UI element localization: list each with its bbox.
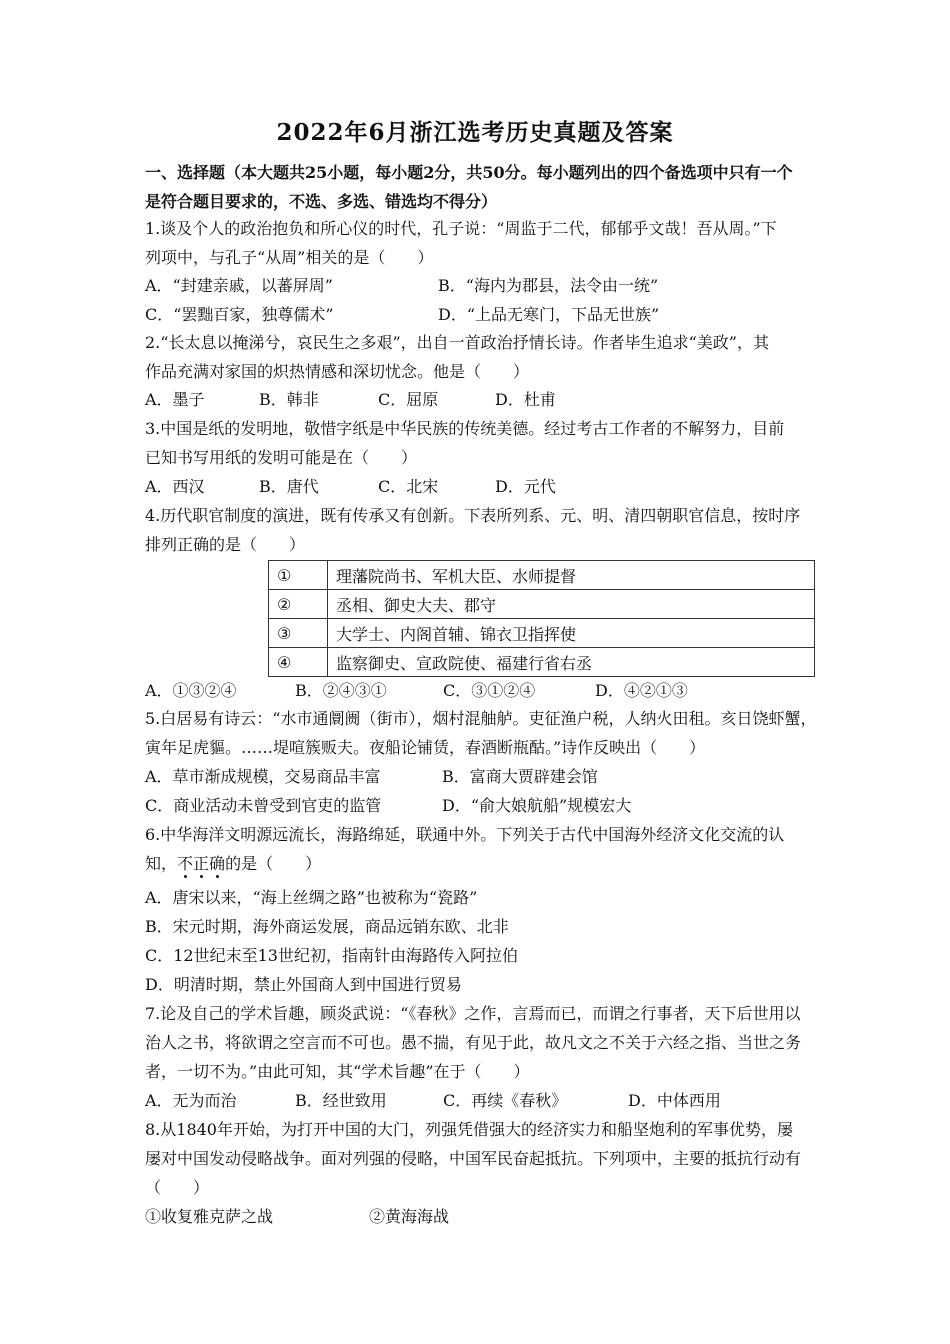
q5-stem-line-2: 寅年足虎貙。……堤喧簇贩夫。夜船论铺赁，春酒断瓶酤。”诗作反映出（ ） bbox=[145, 738, 706, 757]
q6-option-d[interactable]: D．明清时期，禁止外国商人到中国进行贸易 bbox=[145, 975, 462, 994]
table-row bbox=[269, 648, 815, 677]
table-row-officials: 丞相、御史大夫、郡守 bbox=[328, 590, 815, 619]
table-row-number: ④ bbox=[269, 648, 328, 677]
q7-option-d[interactable]: D．中体西用 bbox=[628, 1091, 721, 1110]
q4-option-b[interactable]: B．②④③① bbox=[295, 681, 387, 700]
table-row-number: ① bbox=[269, 561, 328, 590]
q4-option-c[interactable]: C．③①②④ bbox=[443, 681, 536, 700]
q5-stem-line-1: 5.白居易有诗云：“水市通阛阓（街市），烟村混舳舻。吏征渔户税，人纳火田租。亥日饶虾蟹， bbox=[145, 709, 817, 728]
q6-option-b[interactable]: B．宋元时期，海外商运发展，商品远销东欧、北非 bbox=[145, 917, 509, 936]
table-row bbox=[269, 590, 815, 619]
q1-option-a[interactable]: A．“封建亲戚，以蕃屏周” bbox=[145, 276, 333, 295]
q2-stem-line-2: 作品充满对家国的炽热情感和深切忧念。他是（ ） bbox=[145, 362, 530, 381]
q5-option-b[interactable]: B．富商大贾辟建会馆 bbox=[442, 767, 598, 786]
q6-stem-line-1: 6.中华海洋文明源远流长，海路绵延，联通中外。下列关于古代中国海外经济文化交流的认 bbox=[145, 825, 785, 844]
q6-stem-prefix: 知， bbox=[145, 854, 178, 873]
emphasis-char: 正 bbox=[193, 854, 210, 873]
q4-option-d[interactable]: D．④②①③ bbox=[595, 681, 688, 700]
section-heading-line-2: 是符合题目要求的，不选、多选、错选均不得分） bbox=[145, 192, 498, 211]
q7-option-b[interactable]: B．经世致用 bbox=[295, 1091, 387, 1110]
table-row-officials: 理藩院尚书、军机大臣、水师提督 bbox=[328, 561, 815, 590]
q4-stem-line-2: 排列正确的是（ ） bbox=[145, 535, 306, 554]
q3-option-b[interactable]: B．唐代 bbox=[259, 477, 319, 496]
q6-emphasis-not-correct bbox=[177, 854, 225, 873]
page-title: 2022年6月浙江选考历史真题及答案 bbox=[276, 119, 674, 146]
q2-option-d[interactable]: D．杜甫 bbox=[495, 390, 556, 409]
q8-stem-line-1: 8.从1840年开始，为打开中国的大门，列强凭借强大的经济实力和船坚炮利的军事优势，屡 bbox=[145, 1120, 793, 1139]
q6-option-c[interactable]: C．12世纪末至13世纪初，指南针由海路传入阿拉伯 bbox=[145, 946, 518, 965]
q7-stem-line-1: 7.论及自己的学术旨趣，顾炎武说：“《春秋》之作，言焉而已，而谓之行事者，天下后世用以 bbox=[145, 1004, 801, 1023]
q6-option-a[interactable]: A．唐宋以来，“海上丝绸之路”也被称为“瓷路” bbox=[145, 888, 478, 907]
q1-stem-line-2: 列项中，与孔子“从周”相关的是（ ） bbox=[145, 248, 434, 267]
q1-option-b[interactable]: B．“海内为郡县，法令由一统” bbox=[438, 276, 659, 295]
q6-stem-line-2 bbox=[145, 849, 813, 878]
q8-stem-line-2: 屡对中国发动侵略战争。面对列强的侵略，中国军民奋起抵抗。下列项中，主要的抵抗行动有 bbox=[145, 1149, 802, 1168]
emphasis-char: 确 bbox=[209, 854, 226, 873]
q4-stem-line-1: 4.历代职官制度的演进，既有传承又有创新。下表所列系、元、明、清四朝职官信息，按时序 bbox=[145, 506, 801, 525]
q5-option-d[interactable]: D．“俞大娘航船”规模宏大 bbox=[442, 796, 632, 815]
q7-option-a[interactable]: A．无为而治 bbox=[145, 1091, 237, 1110]
q1-option-d[interactable]: D．“上品无寒门，下品无世族” bbox=[438, 305, 660, 324]
table-row-number: ② bbox=[269, 590, 328, 619]
q4-option-a[interactable]: A．①③②④ bbox=[145, 681, 237, 700]
table-row-officials: 大学士、内阁首辅、锦衣卫指挥使 bbox=[328, 619, 815, 648]
q1-stem-line-1: 1.谈及个人的政治抱负和所心仪的时代，孔子说：“周监于二代，郁郁乎文哉！吾从周。”下 bbox=[145, 219, 777, 238]
q7-stem-line-3: 者，一切不为。”由此可知，其“学术旨趣”在于（ ） bbox=[145, 1062, 530, 1081]
q3-stem-line-1: 3.中国是纸的发明地，敬惜字纸是中华民族的传统美德。经过考古工作者的不解努力，目前 bbox=[145, 419, 785, 438]
q3-option-a[interactable]: A．西汉 bbox=[145, 477, 205, 496]
q7-option-c[interactable]: C．再续《春秋》 bbox=[443, 1091, 568, 1110]
table-row-number: ③ bbox=[269, 619, 328, 648]
q8-item-2: ②黄海海战 bbox=[369, 1207, 450, 1226]
q8-stem-line-3: （ ） bbox=[145, 1178, 210, 1197]
q7-stem-line-2: 治人之书，将欲谓之空言而不可也。愚不揣，有见于此，故凡文之不关于六经之指、当世之务 bbox=[145, 1033, 802, 1052]
q2-option-a[interactable]: A．墨子 bbox=[145, 390, 205, 409]
q1-option-c[interactable]: C．“罢黜百家，独尊儒术” bbox=[145, 305, 334, 324]
table-row bbox=[269, 561, 815, 590]
q5-option-c[interactable]: C．商业活动未曾受到官吏的监管 bbox=[145, 796, 382, 815]
emphasis-char: 不 bbox=[177, 854, 194, 873]
table-row-officials: 监察御史、宣政院使、福建行省右丞 bbox=[328, 648, 815, 677]
q5-option-a[interactable]: A．草市渐成规模，交易商品丰富 bbox=[145, 767, 381, 786]
table-row bbox=[269, 619, 815, 648]
q8-item-1: ①收复雅克萨之战 bbox=[145, 1207, 274, 1226]
q4-officials-table bbox=[268, 560, 815, 677]
section-heading-line-1: 一、选择题（本大题共25小题，每小题2分，共50分。每小题列出的四个备选项中只有一个 bbox=[145, 163, 793, 182]
q2-option-c[interactable]: C．屈原 bbox=[378, 390, 439, 409]
q3-option-d[interactable]: D．元代 bbox=[495, 477, 556, 496]
q3-stem-line-2: 已知书写用纸的发明可能是在（ ） bbox=[145, 448, 418, 467]
q6-stem-suffix: 的是（ ） bbox=[225, 854, 322, 873]
q3-option-c[interactable]: C．北宋 bbox=[378, 477, 439, 496]
q2-stem-line-1: 2.“长太息以掩涕兮，哀民生之多艰”，出自一首政治抒情长诗。作者毕生追求“美政”，其 bbox=[145, 333, 769, 352]
q2-option-b[interactable]: B．韩非 bbox=[259, 390, 319, 409]
